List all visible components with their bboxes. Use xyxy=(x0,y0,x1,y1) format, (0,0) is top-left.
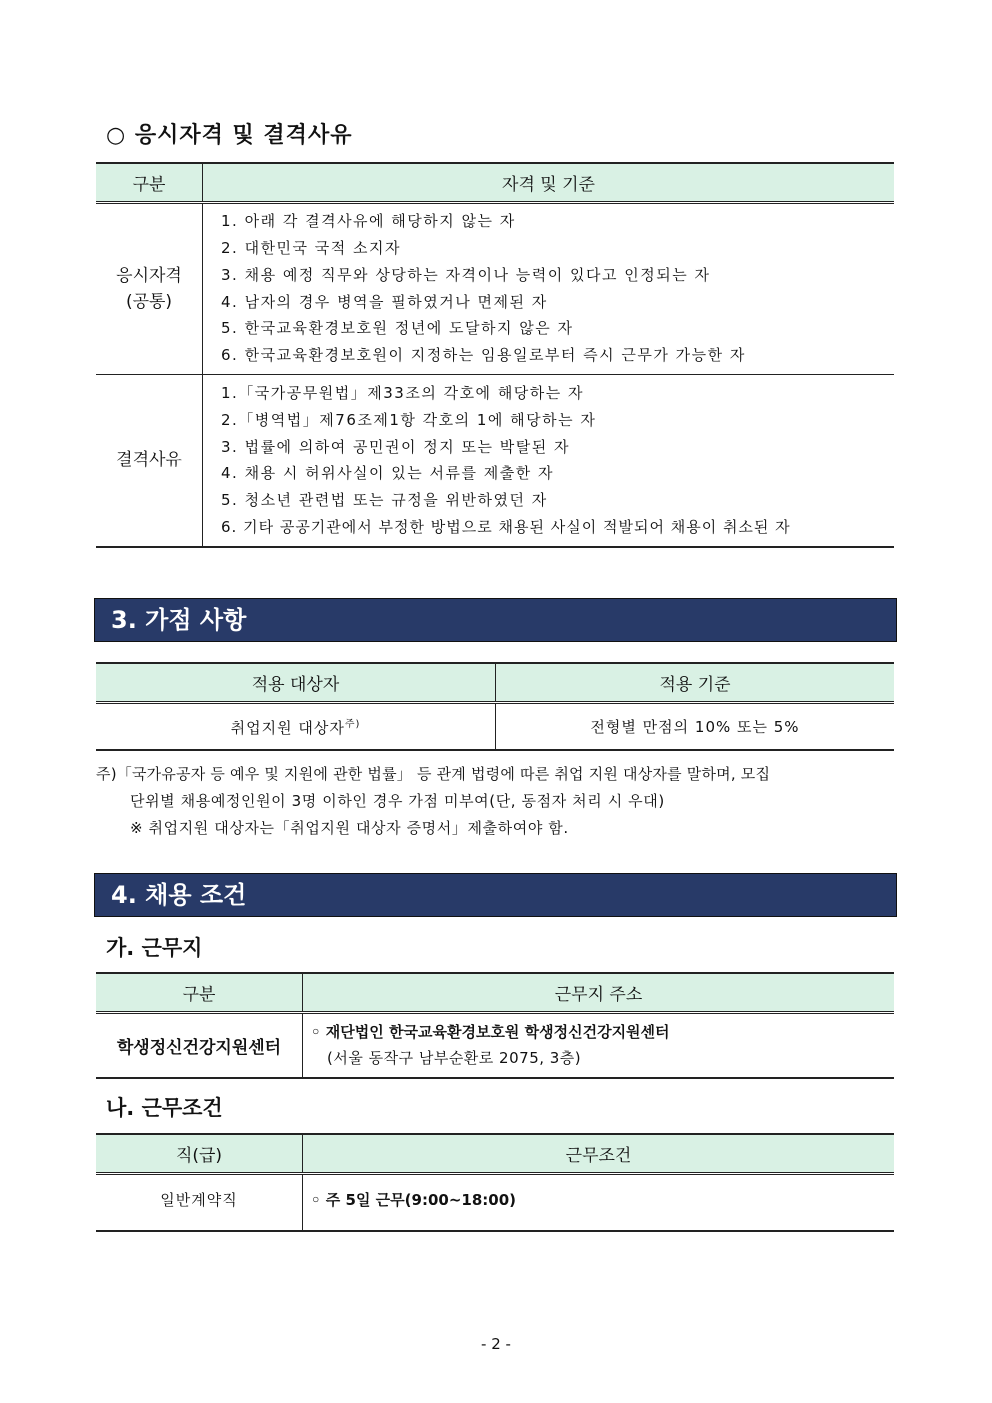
header-address: 근무지 주소 xyxy=(303,973,895,1012)
header-criteria: 자격 및 기준 xyxy=(203,163,895,202)
list-item: 4. 남자의 경우 병역을 필하였거나 면제된 자 xyxy=(221,292,548,311)
qualification-list xyxy=(203,202,895,374)
subheading-workplace: 가. 근무지 xyxy=(106,936,203,960)
header-grade: 직(급) xyxy=(96,1134,303,1173)
workplace-table xyxy=(96,972,894,1079)
bonus-target-cell xyxy=(96,702,496,750)
header-conditions: 근무조건 xyxy=(303,1134,895,1173)
list-item: 3. 채용 예정 직무와 상당하는 자격이나 능력이 있다고 인정되는 자 xyxy=(221,265,711,284)
conditions-cell: ◦ 주 5일 근무(9:00~18:00) xyxy=(303,1173,895,1231)
note-line-1: 주)「국가유공자 등 예우 및 지원에 관한 법률」 등 관계 법령에 따른 취업 지원 대상자를 말하며, 모집 xyxy=(96,765,771,783)
qualification-heading: ○ 응시자격 및 결격사유 xyxy=(106,123,353,148)
qualification-table xyxy=(96,162,894,548)
category-qualification xyxy=(96,202,203,374)
list-item: 2.「병역법」제76조제1항 각호의 1에 해당하는 자 xyxy=(221,410,597,429)
header-category: 구분 xyxy=(96,163,203,202)
bonus-table xyxy=(96,662,894,751)
bonus-criteria: 전형별 만점의 10% 또는 5% xyxy=(496,702,895,750)
workplace-category: 학생정신건강지원센터 xyxy=(96,1012,303,1078)
workplace-address-line1: ◦ 재단법인 한국교육환경보호원 학생정신건강지원센터 xyxy=(311,1023,670,1042)
list-item: 1. 아래 각 결격사유에 해당하지 않는 자 xyxy=(221,212,516,231)
footnote-marker: 주) xyxy=(344,718,361,730)
category-line: 결격사유 xyxy=(116,450,182,471)
grade-cell: 일반계약직 xyxy=(96,1173,303,1231)
header-category: 구분 xyxy=(96,973,303,1012)
workplace-address-line2: (서울 동작구 남부순환로 2075, 3층) xyxy=(327,1049,582,1068)
list-item: 4. 채용 시 허위사실이 있는 서류를 제출한 자 xyxy=(221,464,555,483)
list-item: 5. 한국교육환경보호원 정년에 도달하지 않은 자 xyxy=(221,319,574,338)
list-item: 6. 한국교육환경보호원이 지정하는 임용일로부터 즉시 근무가 가능한 자 xyxy=(221,345,746,364)
section-4-title: 4. 채용 조건 xyxy=(94,873,897,917)
section-3-title: 3. 가점 사항 xyxy=(94,598,897,642)
list-item: 1.「국가공무원법」제33조의 각호에 해당하는 자 xyxy=(221,384,585,403)
disqualification-list xyxy=(203,374,895,547)
list-item: 5. 청소년 관련법 또는 규정을 위반하였던 자 xyxy=(221,490,548,509)
category-line: (공통) xyxy=(125,291,173,312)
page-number: - 2 - xyxy=(481,1335,511,1353)
header-target: 적용 대상자 xyxy=(96,663,496,702)
note-line-3: ※ 취업지원 대상자는「취업지원 대상자 증명서」제출하여야 함. xyxy=(130,819,569,837)
workplace-address-cell xyxy=(303,1012,895,1078)
note-line-2: 단위별 채용예정인원이 3명 이하인 경우 가점 미부여(단, 동점자 처리 시 우대) xyxy=(130,792,665,810)
list-item: 2. 대한민국 국적 소지자 xyxy=(221,239,402,258)
list-item: 6. 기타 공공기관에서 부정한 방법으로 채용된 사실이 적발되어 채용이 취소된 자 xyxy=(221,517,791,536)
subheading-conditions: 나. 근무조건 xyxy=(106,1096,223,1120)
conditions-table xyxy=(96,1133,894,1232)
header-standard: 적용 기준 xyxy=(496,663,895,702)
category-disqualification xyxy=(96,374,203,547)
list-item: 3. 법률에 의하여 공민권이 정지 또는 박탈된 자 xyxy=(221,437,571,456)
category-line: 응시자격 xyxy=(116,265,182,286)
bonus-target: 취업지원 대상자 xyxy=(230,718,345,737)
